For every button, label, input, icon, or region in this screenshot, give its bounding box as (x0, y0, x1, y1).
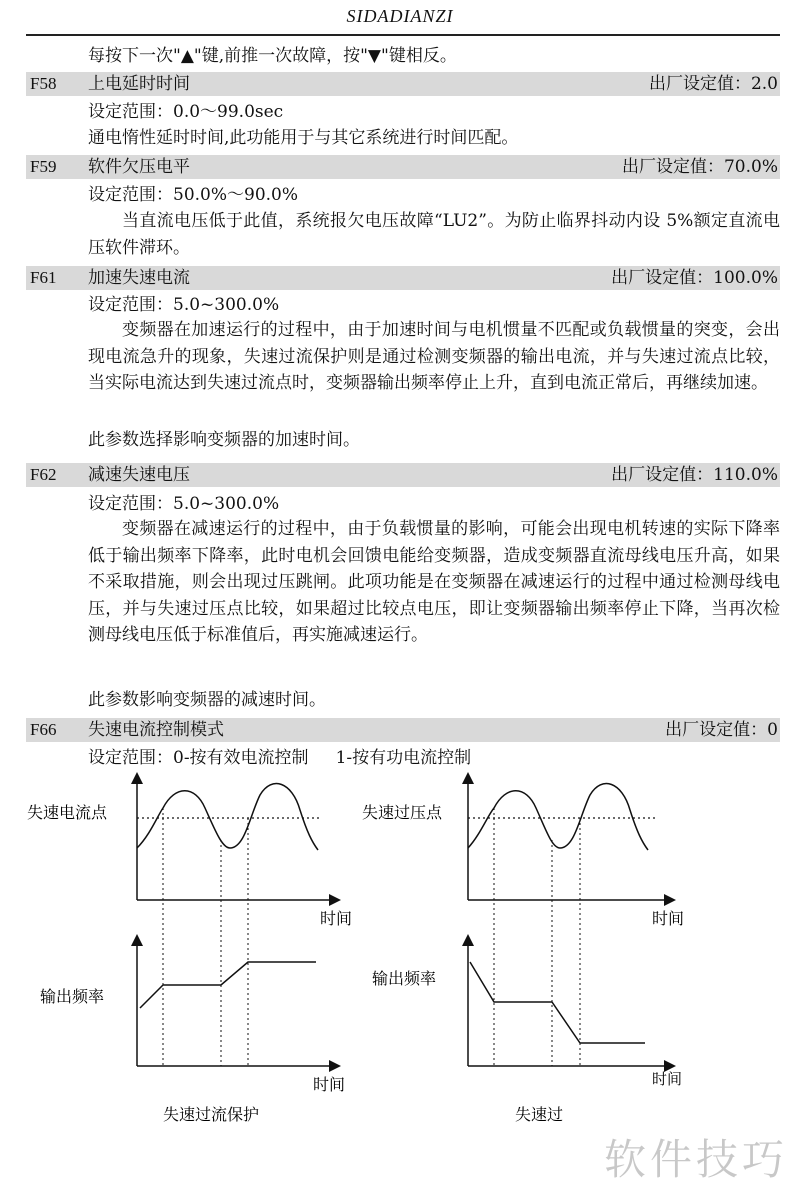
param-note: 此参数选择影响变频器的加速时间。 (88, 430, 360, 450)
param-description: 通电惰性延时时间,此功能用于与其它系统进行时间匹配。 (88, 128, 519, 148)
left-bottom-plot (40, 940, 345, 1124)
output-frequency-line (140, 962, 316, 1008)
param-description: 当直流电压低于此值，系统报欠电压故障“LU2”。为防止临界抖动内设 5%额定直流电压软件滞环。 (88, 211, 780, 258)
x-label: 时间 (652, 909, 685, 928)
factory-default: 出厂设定值：0 (665, 720, 778, 740)
y-label: 失速电流点 (27, 803, 108, 822)
setting-range: 设定范围：0.0～99.0sec (88, 102, 284, 122)
param-name: 加速失速电流 (88, 268, 190, 288)
param-code: F58 (30, 74, 57, 93)
factory-default: 出厂设定值：2.0 (648, 74, 778, 94)
param-description: 变频器在加速运行的过程中，由于加速时间与电机惯量不匹配或负载惯量的突变，会出现电流急升的现象，失速过流保护则是通过检测变频器的输出电流，并与失速过流点比较，当实际电流达到失速过流点时，变频器输出频率停止上升，直到电流正常后，再继续加速。 (88, 320, 780, 393)
right-bottom-plot (372, 940, 682, 1124)
watermark: 软件技巧 (603, 1135, 788, 1184)
setting-range: 设定范围：5.0~300.0% (88, 494, 280, 514)
x-label: 时间 (652, 1070, 683, 1088)
right-guide-lines (494, 808, 580, 1066)
page-header: SIDADIANZI (346, 6, 454, 26)
intro-line: 每按下一次"▲"键,前推一次故障，按"▼"键相反。 (88, 46, 457, 66)
param-code: F61 (30, 268, 57, 287)
factory-default: 出厂设定值：100.0% (611, 268, 778, 288)
diagram-caption: 失速过流保护 (163, 1105, 260, 1124)
setting-range: 设定范围：50.0%～90.0% (88, 185, 299, 205)
param-code: F62 (30, 465, 57, 484)
header-rule (26, 34, 780, 36)
param-note: 此参数影响变频器的减速时间。 (88, 690, 326, 710)
factory-default: 出厂设定值：110.0% (611, 465, 778, 485)
param-name: 软件欠压电平 (88, 157, 190, 177)
x-label: 时间 (320, 909, 353, 928)
current-waveform (137, 784, 318, 850)
output-frequency-line (470, 962, 645, 1043)
voltage-waveform (468, 784, 648, 850)
param-code: F59 (30, 157, 57, 176)
setting-range: 设定范围：0-按有效电流控制 1-按有功电流控制 (88, 748, 472, 768)
setting-range: 设定范围：5.0~300.0% (88, 295, 280, 315)
right-top-plot (362, 778, 684, 928)
param-name: 减速失速电压 (88, 465, 190, 485)
left-top-plot (27, 778, 352, 928)
param-name: 上电延时时间 (88, 74, 190, 94)
diagram-caption: 失速过 (515, 1105, 564, 1124)
factory-default: 出厂设定值：70.0% (621, 157, 778, 177)
y-label: 输出频率 (372, 969, 437, 988)
param-code: F66 (30, 720, 57, 739)
x-label: 时间 (313, 1075, 346, 1094)
y-label: 输出频率 (40, 987, 105, 1006)
param-name: 失速电流控制模式 (88, 720, 224, 740)
param-description: 变频器在减速运行的过程中，由于负载惯量的影响，可能会出现电机转速的实际下降率低于输出频率下降率，此时电机会回馈电能给变频器，造成变频器直流母线电压升高，如果不采取措施，则会出现过压跳闸。此项功能是在变频器在减速运行的过程中通过检测母线电压，并与失速过压点比较，如果超过比较点电压，即让变频器输出频率停止下降，当再次检测母线电压低于标准值后，再实施减速运行。 (88, 519, 780, 645)
y-label: 失速过压点 (362, 803, 443, 822)
